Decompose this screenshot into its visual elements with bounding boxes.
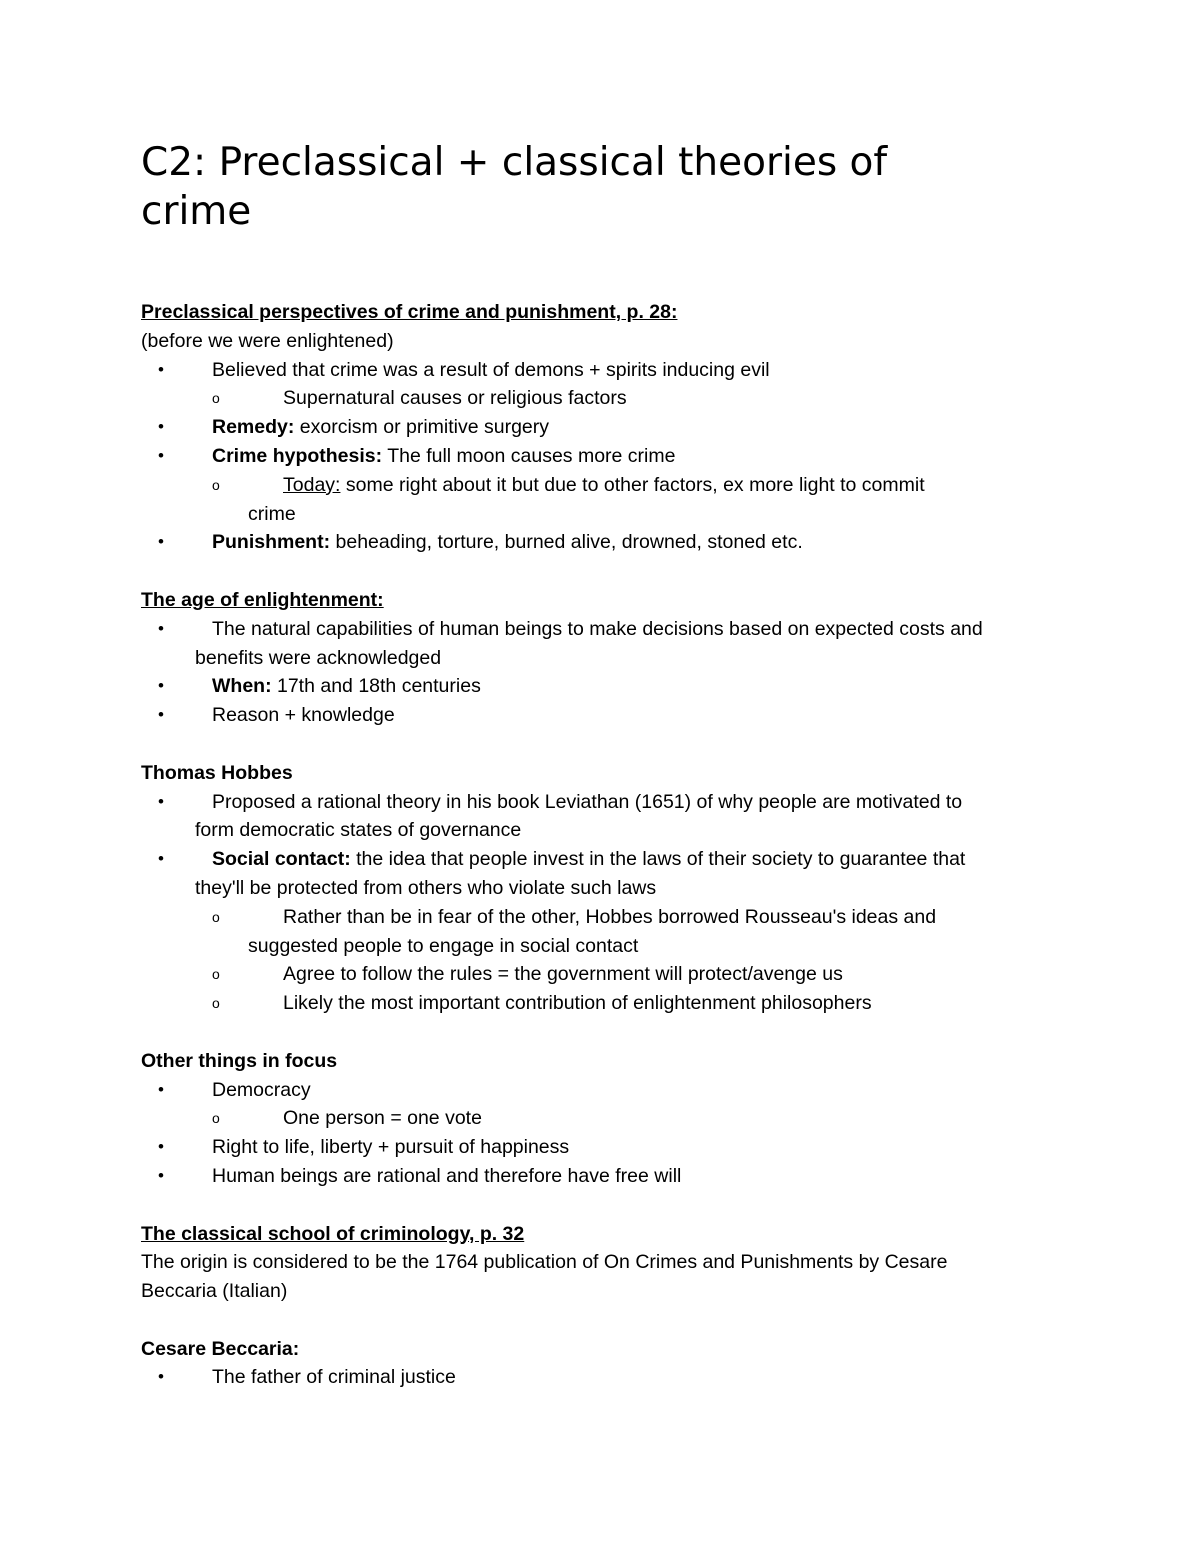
title-line-1: C2: Preclassical + classical theories of — [141, 140, 888, 185]
list-item — [141, 672, 1071, 701]
sub-list-item — [141, 1104, 1071, 1133]
sub-bullet-icon: o — [212, 476, 220, 493]
section-heading: Thomas Hobbes — [141, 761, 293, 784]
section-heading: The age of enlightenment: — [141, 588, 384, 611]
section-heading: The classical school of criminology, p. 32 — [141, 1222, 525, 1245]
sub-bullet-icon: o — [212, 1110, 220, 1127]
list-item-wrap: suggested people to engage in social contact — [248, 934, 639, 957]
list-item-text: Democracy — [212, 1078, 311, 1101]
list-item-text: the idea that people invest in the laws of their society to guarantee that — [350, 848, 966, 871]
sub-bullet-icon: o — [212, 966, 220, 983]
list-item-label: Social contact: — [212, 848, 351, 871]
bullet-icon: • — [158, 359, 164, 379]
list-item — [141, 1162, 1071, 1191]
list-item-label: Punishment: — [212, 531, 331, 554]
sub-list-item — [141, 384, 1071, 413]
list-item-wrap: they'll be protected from others who violate such laws — [195, 876, 657, 899]
list-item-text: exorcism or primitive surgery — [294, 416, 550, 439]
list-item-text: Proposed a rational theory in his book Leviathan (1651) of why people are motivated to — [212, 790, 963, 813]
list-item-text: The natural capabilities of human beings to make decisions based on expected costs and — [212, 617, 983, 640]
document-page — [141, 138, 1071, 1392]
list-item — [141, 356, 1071, 385]
bullet-icon: • — [158, 1165, 164, 1185]
section-thomas-hobbes — [141, 759, 1071, 1018]
section-other-things — [141, 1047, 1071, 1191]
list-item-text: beheading, torture, burned alive, drowned, stoned etc. — [330, 531, 803, 554]
list-item — [141, 528, 1071, 557]
list-item-text: some right about it but due to other factors, ex more light to commit — [340, 473, 925, 496]
bullet-icon: • — [158, 532, 164, 552]
title-line-2: crime — [141, 189, 252, 234]
list-item-text: Rather than be in fear of the other, Hobbes borrowed Rousseau's ideas and — [283, 905, 937, 928]
list-item-text: Agree to follow the rules = the government will protect/avenge us — [283, 963, 843, 986]
list-item — [141, 413, 1071, 442]
list-item — [141, 845, 1071, 874]
list-item-wrap: benefits were acknowledged — [195, 646, 442, 669]
bullet-icon: • — [158, 618, 164, 638]
list-item-text: Reason + knowledge — [212, 704, 395, 727]
document-body — [141, 298, 1071, 1392]
sub-bullet-icon: o — [212, 908, 220, 925]
bullet-icon: • — [158, 417, 164, 437]
section-classical-school — [141, 1220, 1071, 1306]
list-item — [141, 442, 1071, 471]
list-item — [141, 615, 1071, 644]
bullet-icon: • — [158, 849, 164, 869]
bullet-icon: • — [158, 791, 164, 811]
list-item-text: Likely the most important contribution of enlightenment philosophers — [283, 992, 872, 1015]
list-item-wrap: crime — [248, 502, 296, 525]
list-item-text: Human beings are rational and therefore have free will — [212, 1164, 682, 1187]
section-heading: Preclassical perspectives of crime and punishment, p. 28: — [141, 301, 678, 323]
bullet-icon: • — [158, 445, 164, 465]
sub-list-item — [141, 960, 1071, 989]
list-item-wrap: form democratic states of governance — [195, 819, 522, 842]
list-item-text: The father of criminal justice — [212, 1366, 456, 1389]
section-preclassical — [141, 298, 1071, 557]
sub-bullet-icon: o — [212, 995, 220, 1012]
bullet-icon: • — [158, 1367, 164, 1387]
list-item-text: Supernatural causes or religious factors — [283, 387, 627, 410]
list-item — [141, 701, 1071, 730]
list-item-text: Believed that crime was a result of demons + spirits inducing evil — [212, 358, 770, 381]
list-item-label: Crime hypothesis: — [212, 444, 383, 467]
list-item — [141, 1363, 1071, 1392]
list-item — [141, 1076, 1071, 1105]
bullet-icon: • — [158, 705, 164, 725]
section-subtitle: (before we were enlightened) — [141, 329, 394, 352]
section-heading: Other things in focus — [141, 1049, 338, 1072]
paragraph-line: The origin is considered to be the 1764 publication of On Crimes and Punishments by Cesare — [141, 1251, 948, 1274]
sub-list-item — [141, 989, 1071, 1018]
list-item-text: Right to life, liberty + pursuit of happiness — [212, 1136, 570, 1159]
bullet-icon: • — [158, 1079, 164, 1099]
bullet-icon: • — [158, 1137, 164, 1157]
section-enlightenment — [141, 586, 1071, 730]
list-item-label: When: — [212, 675, 272, 698]
section-cesare-beccaria — [141, 1335, 1071, 1393]
list-item-text: One person = one vote — [283, 1107, 482, 1130]
paragraph-line: Beccaria (Italian) — [141, 1280, 288, 1303]
list-item-text: 17th and 18th centuries — [271, 675, 481, 698]
list-item — [141, 788, 1071, 817]
list-item-label: Today: — [283, 473, 341, 496]
sub-list-item — [141, 903, 1071, 932]
section-heading: Cesare Beccaria: — [141, 1337, 300, 1360]
sub-bullet-icon: o — [212, 390, 220, 407]
list-item-label: Remedy: — [212, 416, 295, 439]
sub-list-item — [141, 471, 1071, 500]
bullet-icon: • — [158, 676, 164, 696]
list-item-text: The full moon causes more crime — [382, 444, 676, 467]
document-title — [141, 138, 1071, 236]
list-item — [141, 1133, 1071, 1162]
